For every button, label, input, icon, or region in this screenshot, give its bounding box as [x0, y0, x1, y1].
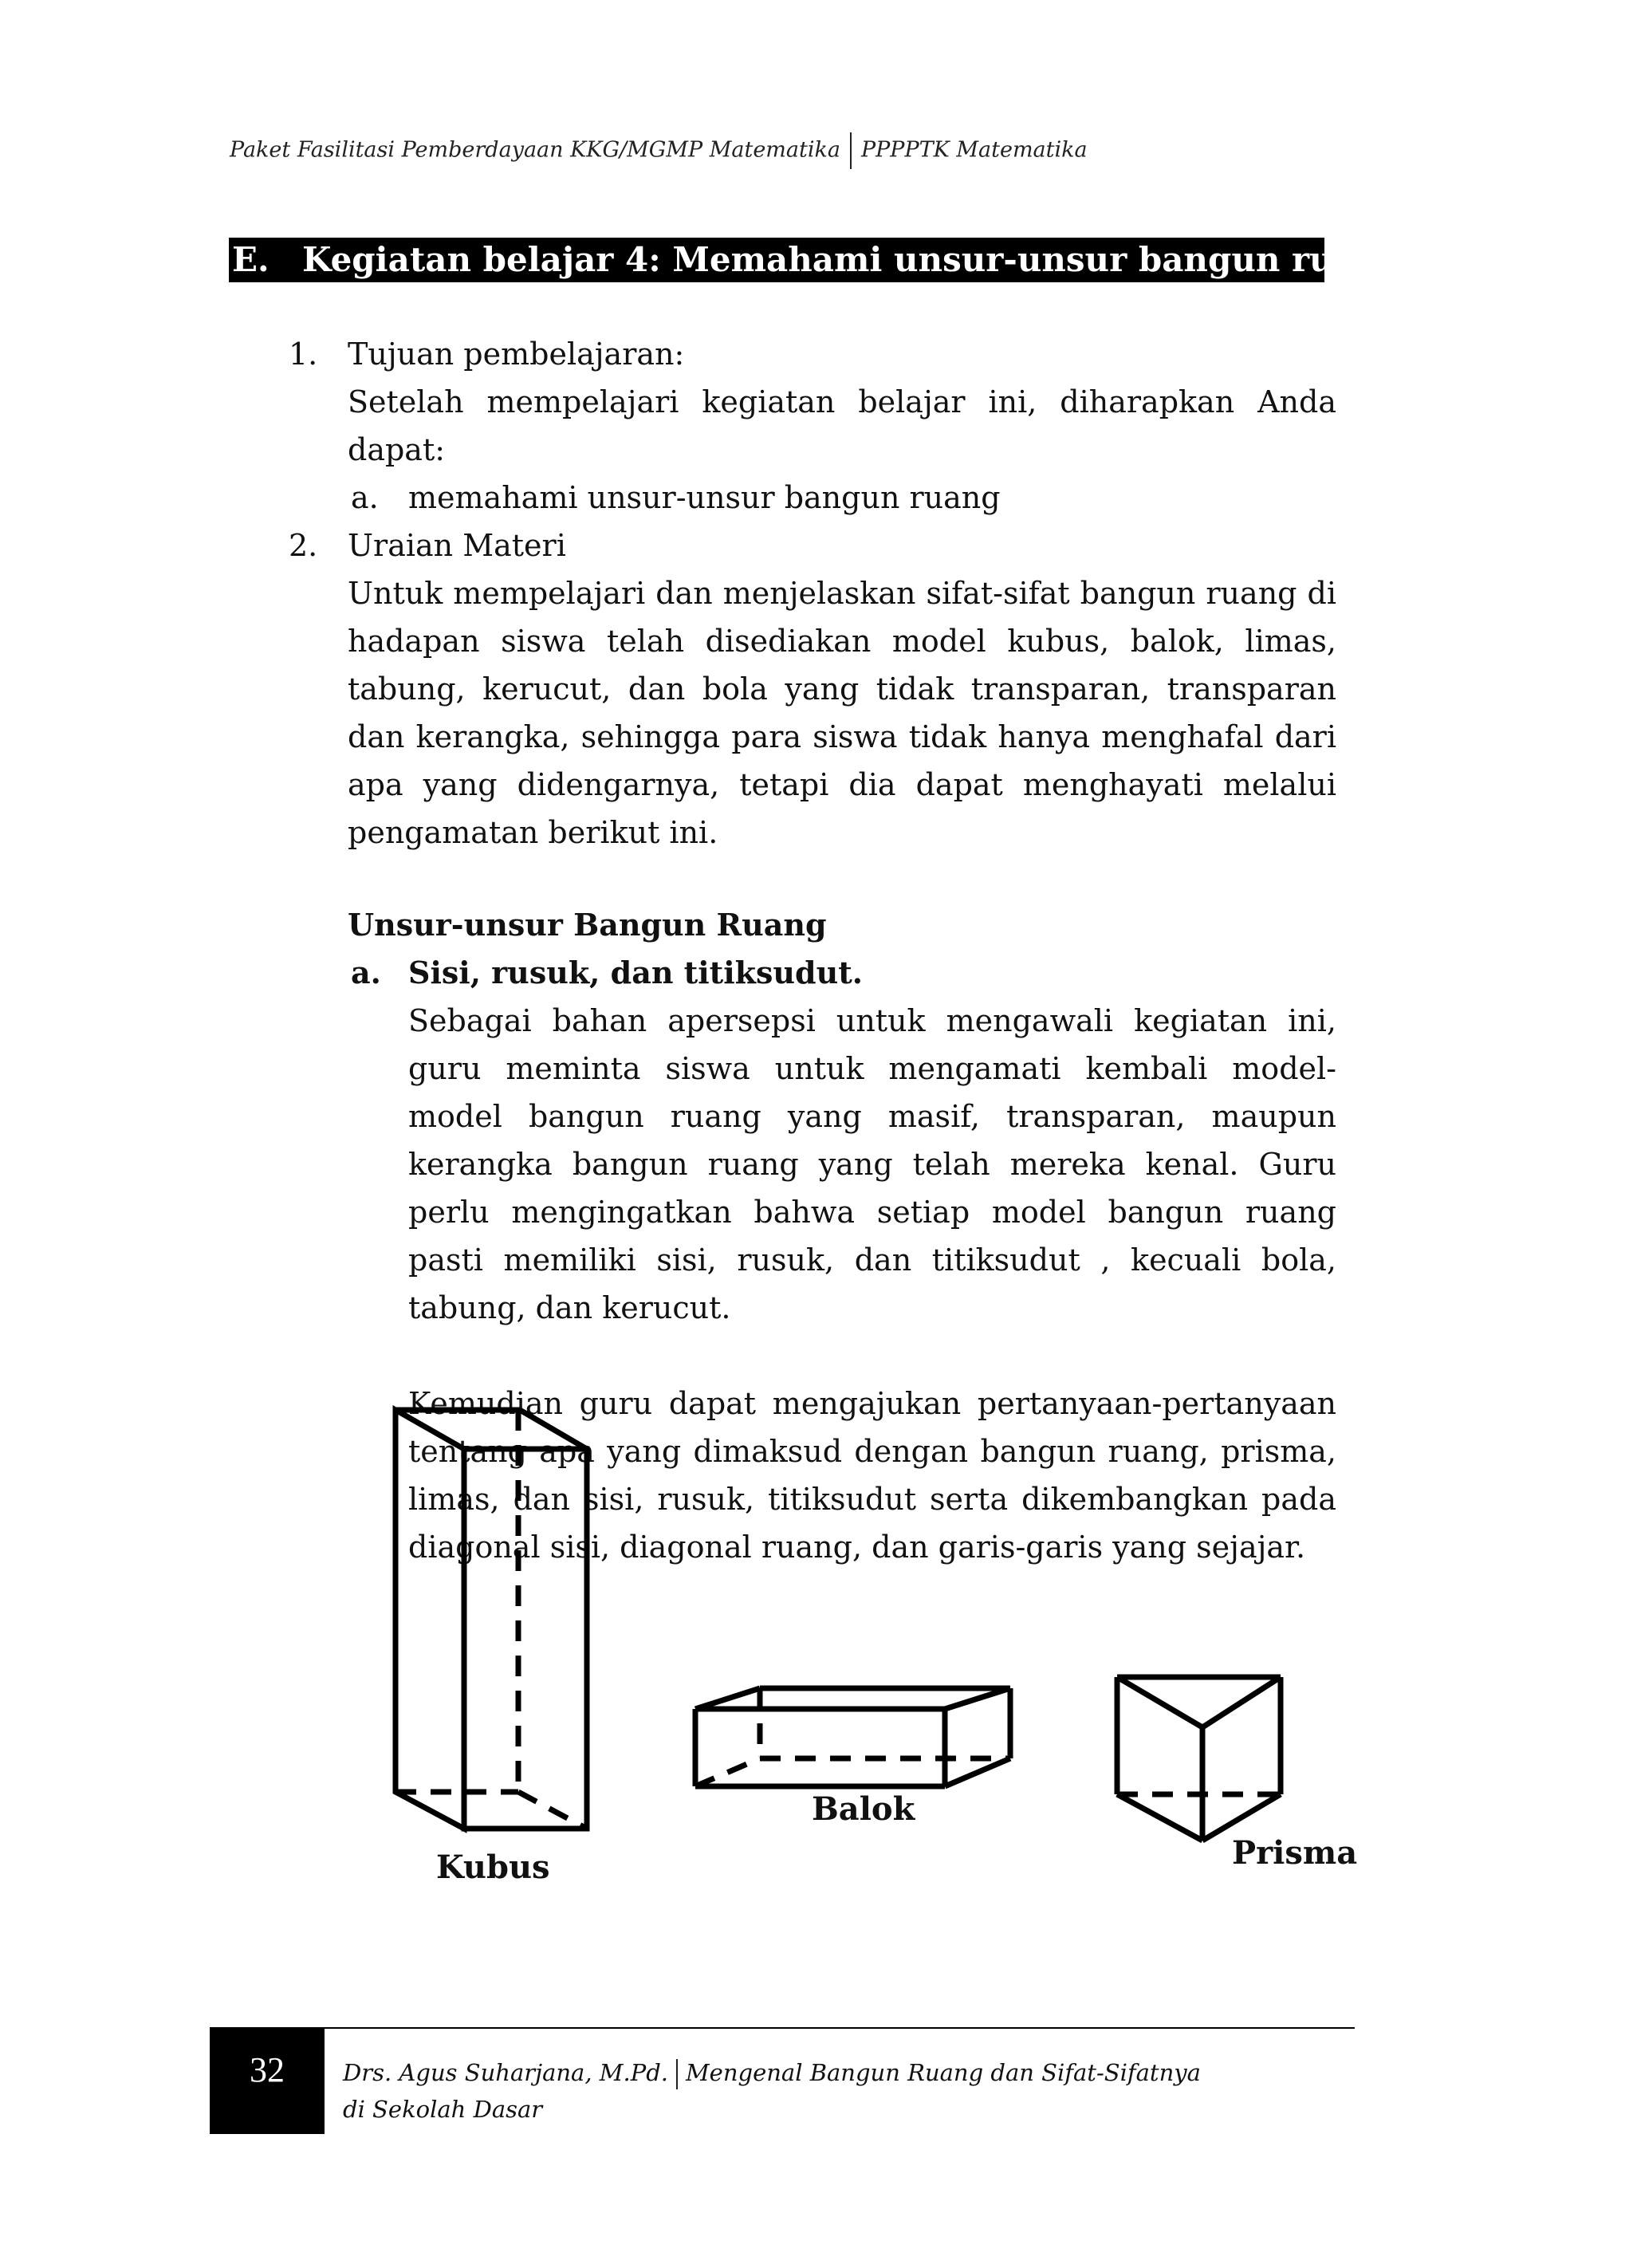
- prisma-figure: [1117, 1677, 1281, 1841]
- sub-text-a: memahami unsur-unsur bangun ruang: [408, 480, 1001, 515]
- section-letter: E.: [232, 240, 270, 279]
- unsur-sub-title: Sisi, rusuk, dan titiksudut.: [408, 955, 863, 990]
- footer-text: [343, 2054, 1201, 2128]
- prisma-label: Prisma: [1232, 1834, 1358, 1872]
- section-title: Kegiatan belajar 4: Memahami unsur-unsur bangun ruang: [302, 240, 1403, 279]
- footer-title-line1: Mengenal Bangun Ruang dan Sifat-Sifatnya: [685, 2059, 1201, 2086]
- page-number: 32: [210, 2029, 325, 2134]
- item-text-1: Setelah mempelajari kegiatan belajar ini, diharapkan Anda dapat:: [348, 384, 1336, 467]
- unsur-heading: Unsur-unsur Bangun Ruang: [348, 907, 827, 943]
- unsur-paragraph-2: Kemudian guru dapat mengajukan pertanyaan-pertanyaan tentang apa yang dimaksud dengan bangun ruang, prisma, limas, dan sisi, rusuk, titiksudut serta dikembangkan pada diagonal sisi, diagonal ruang, dan garis-garis yang sejajar.: [408, 1386, 1336, 1565]
- header-left-text: Paket Fasilitasi Pemberdayaan KKG/MGMP Matematika: [230, 137, 840, 163]
- kubus-figure: [395, 1410, 587, 1829]
- balok-label: Balok: [812, 1790, 915, 1828]
- item-title-1: Tujuan pembelajaran:: [348, 337, 685, 372]
- sub-letter-a: a.: [351, 480, 379, 515]
- footer-author: Drs. Agus Suharjana, M.Pd.: [343, 2059, 668, 2086]
- footer-line-1: [343, 2054, 1201, 2091]
- unsur-paragraph-1: Sebagai bahan apersepsi untuk mengawali kegiatan ini, guru meminta siswa untuk mengamati kembali model-model bangun ruang yang masif, transparan, maupun kerangka bangun ruang yang telah mereka kenal. Guru perlu mengingatkan bahwa setiap model bangun ruang pasti memiliki sisi, rusuk, dan titiksudut , kecuali bola, tabung, dan kerucut.: [408, 1003, 1336, 1325]
- header-right-text: PPPPTK Matematika: [860, 137, 1088, 163]
- item-text-2: Untuk mempelajari dan menjelaskan sifat-sifat bangun ruang di hadapan siswa telah disediakan model kubus, balok, limas, tabung, kerucut, dan bola yang tidak transparan, transparan dan kerangka, sehingga para siswa tidak hanya menghafal dari apa yang didengarnya, tetapi dia dapat menghayati melalui pengamatan berikut ini.: [348, 576, 1336, 850]
- footer-rule: [210, 2027, 1355, 2029]
- item-number-2: 2.: [289, 528, 318, 563]
- footer-title-line2: di Sekolah Dasar: [343, 2096, 543, 2123]
- unsur-sub-letter: a.: [351, 955, 381, 990]
- item-number-1: 1.: [289, 337, 318, 372]
- kubus-label: Kubus: [436, 1849, 550, 1886]
- balok-figure: [695, 1688, 1010, 1786]
- item-title-2: Uraian Materi: [348, 528, 566, 563]
- footer-separator: [676, 2059, 678, 2089]
